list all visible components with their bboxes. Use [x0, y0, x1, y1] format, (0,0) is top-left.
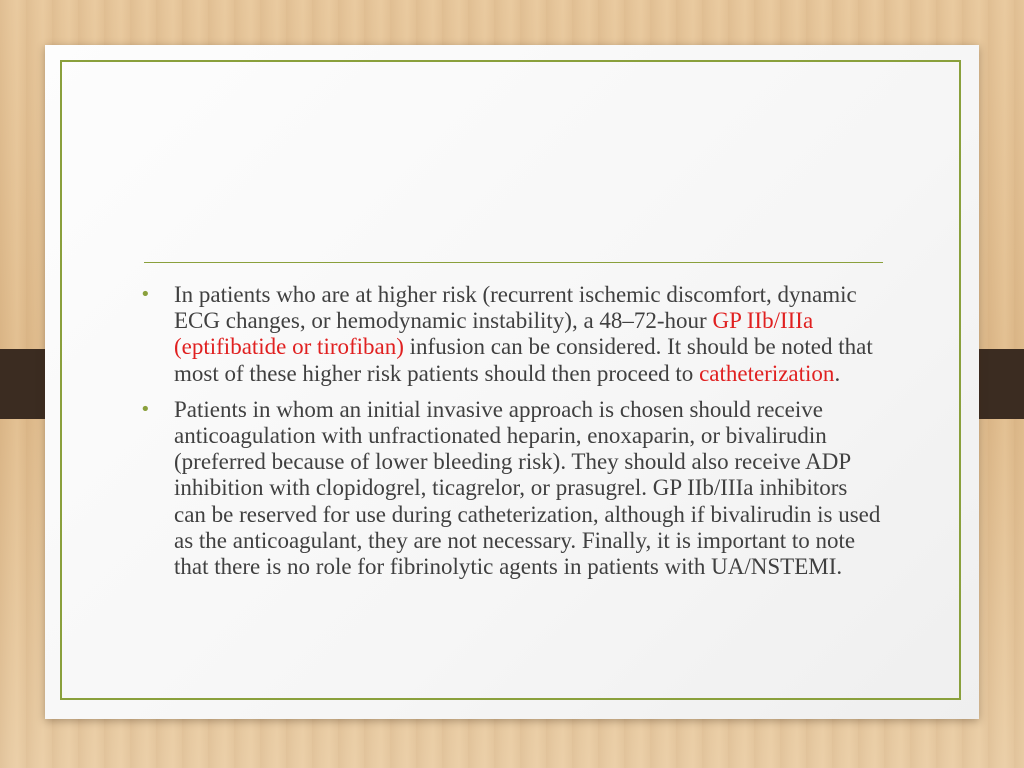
bullet-dot-icon: • — [140, 284, 151, 305]
bullet-1-text-end: . — [834, 360, 841, 386]
bullet-2-text: Patients in whom an initial invasive approach is chosen should receive anticoagulation with unfractionated heparin, enoxaparin, or bivalirudin (preferred because of lower bleeding risk). They should also receive ADP inhibition with clopidogrel, ticagrelor, or prasugrel. GP IIb/IIIa inhibitors can be reserved for use during catheterization, although if bivalirudin is used as the anticoagulant, they are not necessary. Finally, it is important to note that there is no role for fibrinolytic agents in patients with UA/NSTEMI. — [174, 396, 881, 580]
bullet-1-text-b: infusion can be considered. It should be noted that most of these higher risk patients should then proceed to — [174, 334, 873, 386]
bullet-item-2 — [140, 397, 885, 580]
bullet-1-text-a: In patients who are at higher risk (recurrent ischemic discomfort, dynamic ECG changes, or hemodynamic instability), a 48–72-hour — [174, 282, 857, 334]
catheterization-highlight: catheterization — [699, 360, 835, 386]
slide-card — [45, 45, 979, 719]
slide-body — [140, 282, 885, 590]
gp-iib-iiia-highlight: GP IIb/IIIa (eptifibatide or tirofiban) — [174, 308, 814, 360]
bullet-dot-icon: • — [140, 398, 151, 420]
bullet-item-1 — [140, 282, 885, 387]
title-divider-line — [144, 262, 883, 263]
